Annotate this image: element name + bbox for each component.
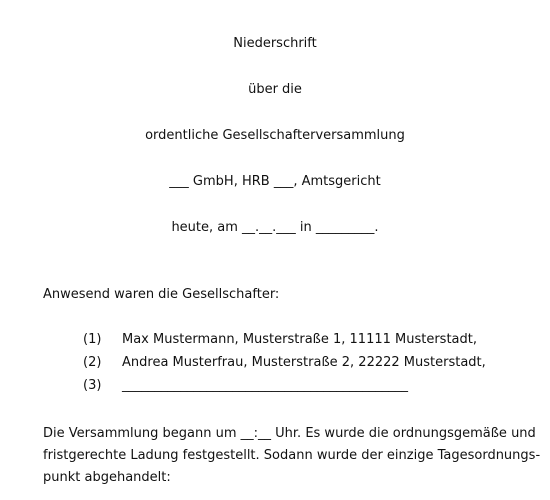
meeting-start-paragraph-line: fristgerechte Ladung festgestellt. Sodann wurde der einzige Tagesordnungs- xyxy=(43,448,541,463)
attendee-number: (1) xyxy=(83,332,102,347)
document-title: Niederschrift xyxy=(233,36,317,51)
attendee-row xyxy=(0,332,550,350)
attendee-blank-line: ____________________________________________ xyxy=(122,378,408,393)
attendance-intro: Anwesend waren die Gesellschafter: xyxy=(43,287,280,302)
document-subtitle: über die xyxy=(248,82,302,97)
date-place-line: heute, am __.__.___ in _________. xyxy=(171,220,379,235)
attendee-row xyxy=(0,378,550,396)
attendee-details: Andrea Musterfrau, Musterstraße 2, 22222 Musterstadt, xyxy=(122,355,486,370)
meeting-start-paragraph-line: Die Versammlung begann um __:__ Uhr. Es wurde die ordnungsgemäße und xyxy=(43,426,536,441)
attendee-row xyxy=(0,355,550,373)
attendee-number: (2) xyxy=(83,355,102,370)
company-registration-line: ___ GmbH, HRB ___, Amtsgericht xyxy=(169,174,381,189)
meeting-start-paragraph-line: punkt abgehandelt: xyxy=(43,470,171,485)
attendee-number: (3) xyxy=(83,378,102,393)
meeting-type: ordentliche Gesellschafterversammlung xyxy=(145,128,405,143)
attendee-details: Max Mustermann, Musterstraße 1, 11111 Musterstadt, xyxy=(122,332,477,347)
